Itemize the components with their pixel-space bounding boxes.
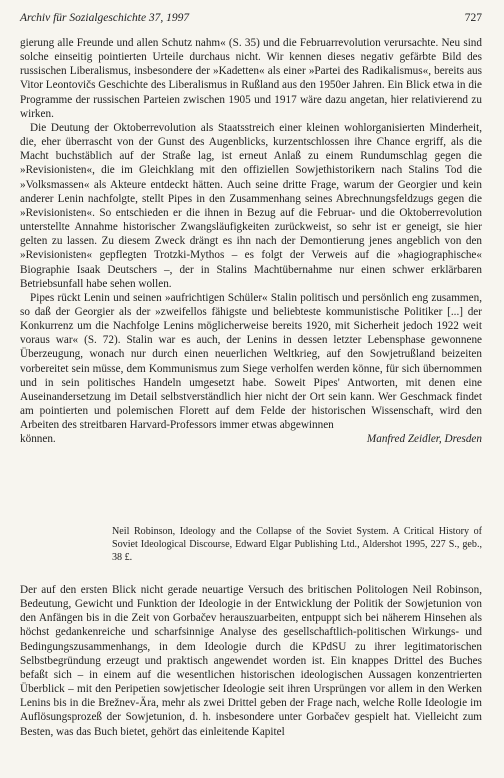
page-number: 727 xyxy=(464,12,482,24)
paragraph: Die Deutung der Oktoberrevolution als Staatsstreich einer kleinen wohlorganisierten Minderheit, die, eher überrascht von der Gunst des Augenblicks, kurzentschlossen ihre Chance ergriff, als die Macht buchstäblich auf der Straße lag, ist erneut Anlaß zu einem Rundumschlag gegen die »Revisionisten«, die im Gleichklang mit den offiziellen Sowjethistorikern nach Stalins Tod die »Volksmassen« als Akteure entdeckt hätten. Auch seine dritte Frage, warum der Georgier und kein anderer Lenin nachfolgte, stellt Pipes in den Zusammenhang seines Abrechnungsfeldzugs gegen die »Revisionisten«. So entschieden er die ihnen in Bezug auf die Februar- und die Oktoberrevolution unterstellte Annahme historischer Zwangsläufigkeiten zurückweist, so sehr ist er geneigt, sie hier gelten zu lassen. Zu diesem Zweck drängt es ihn nach der Demontierung jenes angeblich von den »Revisionisten« gepflegten Trotzki-Mythos – es folgt der Verweis auf die »hagiographische« Biographie Isaak Deutschers –, der in Stalins Machtübernahme nur einen schwer erklärbaren Betriebsunfall habe sehen wollen. xyxy=(20,121,482,290)
closing-words: können. xyxy=(20,433,56,446)
running-header xyxy=(20,12,482,28)
reviewer-signature: Manfred Zeidler, Dresden xyxy=(366,433,482,446)
paragraph: gierung alle Freunde und allen Schutz nahm« (S. 35) und die Februarrevolution verursachte. Neu sind solche einseitig pointierten Urteile durchaus nicht. Wir kennen dieses negativ gefärbte Bild des russischen Liberalismus, insbesondere der »Kadetten« als einer »Partei des Radikalismus«, bereits aus Vitor Leontovičs Geschichte des Liberalismus in Rußland aus den 1950er Jahren. Ein Blick etwa in die Programme der russischen Parteien zwischen 1905 und 1917 wäre dazu angetan, hier relativierend zu wirken. xyxy=(20,37,482,120)
paragraph: Pipes rückt Lenin und seinen »aufrichtigen Schüler« Stalin politisch und persönlich eng zusammen, so daß der Georgier als der »zweifellos fähigste und beliebteste kommunistische Politiker [...] der Konkurrenz um die Nachfolge Lenins möglicherweise bereits 1920, mit Sicherheit jedoch 1922 weit voraus war« (S. 72). Stalin war es auch, der Lenins in dessen letzter Lebensphase gewonnene Überzeugung, wonach nur durch einen neuerlichen Weltkrieg, auf den Sowjetrußland beizeiten vorbereitet sein müsse, dem Kommunismus zum Siege verholfen werden könne, für sich übernommen und in sein politisches Handeln umgesetzt habe. Soweit Pipes' Antworten, mit denen eine Auseinandersetzung im Detail selbstverständlich hier nicht der Ort sein kann. Wer Geschmack findet am pointierten und polemischen Florett auf dem Felde der historischen Wissenschaft, wird den Arbeiten des streitbaren Harvard-Professors immer etwas abgewinnen xyxy=(20,291,482,432)
closing-line xyxy=(20,432,482,446)
bibliographic-entry: Neil Robinson, Ideology and the Collapse of the Soviet System. A Critical History of Soviet Ideological Discourse, Edward Elgar Publishing Ltd., Aldershot 1995, 227 S., geb., 38 £. xyxy=(112,526,482,564)
review-1-body xyxy=(20,36,482,447)
review-2-body xyxy=(20,583,482,739)
paragraph: Der auf den ersten Blick nicht gerade neuartige Versuch des britischen Politologen Neil Robinson, Bedeutung, Gewicht und Funktion der Ideologie in der Entwicklung der Politik der Sowjetunion von den Anfängen bis in die Zeit von Gorbačev herauszuarbeiten, entpuppt sich bei näherem Hinsehen als höchst gedankenreiche und scharfsinnige Analyse des gesellschaftlich-politischen Wirkungs- und Bedingungszusammenhangs, in dem Ideologie durch die KPdSU zu ihrer legitimatorischen Selbstbegründung erzeugt und praktisch angewendet worden ist. Ein knappes Drittel des Buches befaßt sich – in einem auf die wesentlichen historischen ideologischen Aussagen konzentrierten Überblick – mit den Peripetien sowjetischer Ideologie seit ihren Ursprüngen vor allem in den Werken Lenins bis in die Brežnev-Ära, mehr als zwei Drittel geben der Frage nach, welche Rolle Ideologie im Auflösungsprozeß der Sowjetunion, d. h. insbesondere unter Gorbačev gespielt hat. Vielleicht zum Besten, was das Buch bietet, gehört das einleitende Kapitel xyxy=(20,584,482,738)
running-title: Archiv für Sozialgeschichte 37, 1997 xyxy=(20,12,190,24)
